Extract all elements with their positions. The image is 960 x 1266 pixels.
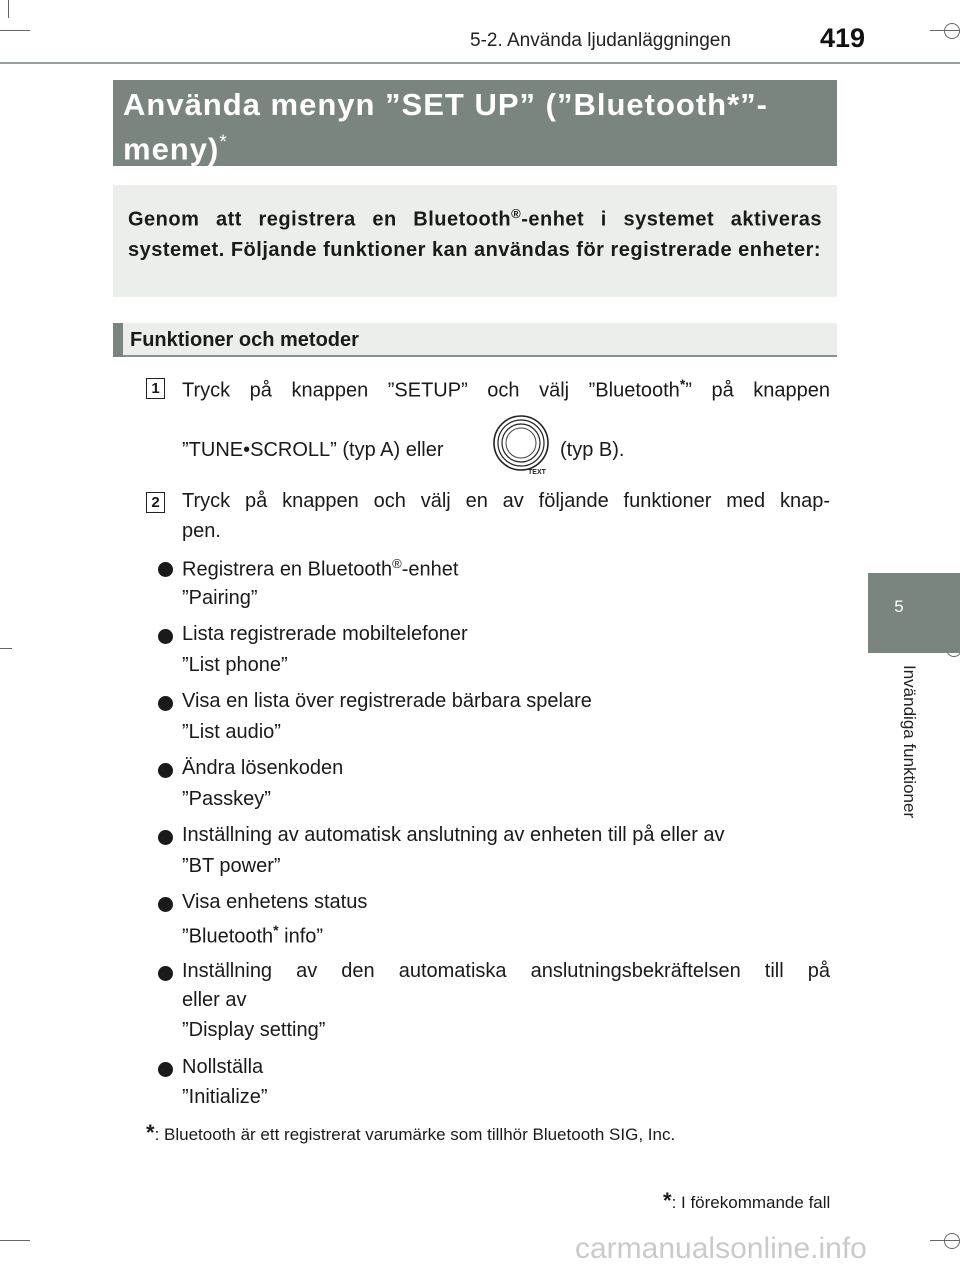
- asterisk-icon: *: [679, 376, 686, 392]
- page-heading: [113, 80, 837, 166]
- list-item: Visa enhetens status: [182, 891, 368, 913]
- menu-name: [182, 922, 323, 949]
- bullet-icon: [158, 966, 173, 981]
- list-item: Lista registrerade mobiltelefoner: [182, 623, 468, 645]
- section-title: 5-2. Använda ljudanläggningen: [470, 30, 731, 51]
- step-number: 1: [146, 378, 165, 399]
- footnote-text: : I förekommande fall: [671, 1193, 831, 1212]
- list-item: [182, 556, 458, 582]
- footnote-optional: [663, 1188, 830, 1214]
- crop-mark: [0, 648, 12, 649]
- bullet-icon: [158, 696, 173, 711]
- section-heading-bar: [113, 323, 123, 357]
- list-item: Inställning av den automatiska anslutningsbekräftelsen till på: [182, 960, 830, 982]
- asterisk-icon: *: [146, 1120, 155, 1145]
- heading-line-2: [123, 124, 827, 168]
- header-rule: [0, 62, 960, 64]
- menu-name-part: info”: [278, 925, 324, 948]
- bullet-icon: [158, 897, 173, 912]
- asterisk-icon: *: [219, 132, 228, 153]
- bullet-icon: [158, 562, 173, 577]
- bullet-icon: [158, 629, 173, 644]
- list-item-cont: eller av: [182, 989, 247, 1011]
- registered-mark: ®: [511, 206, 522, 221]
- bullet-icon: [158, 763, 173, 778]
- menu-name: ”Passkey”: [182, 788, 271, 810]
- step-text-part: ” på knappen: [685, 379, 830, 402]
- menu-name-part: ”Bluetooth: [182, 925, 274, 948]
- footnote-text: : Bluetooth är ett registrerat varumärke som tillhör Bluetooth SIG, Inc.: [154, 1125, 676, 1144]
- crop-mark: [0, 1240, 30, 1241]
- chapter-number: 5: [894, 597, 904, 616]
- knob-svg: [492, 413, 554, 475]
- step-number: 2: [146, 492, 165, 513]
- list-item-label: Registrera en Bluetooth: [182, 558, 393, 581]
- knob-label: TEXT: [528, 469, 546, 475]
- crop-mark: [8, 0, 9, 18]
- asterisk-icon: *: [273, 922, 279, 938]
- section-heading: Funktioner och metoder: [130, 329, 359, 351]
- list-item: Visa en lista över registrerade bärbara spelare: [182, 690, 592, 712]
- list-item: Nollställa: [182, 1056, 264, 1078]
- heading-text: meny): [123, 131, 220, 167]
- menu-name: ”BT power”: [182, 855, 281, 877]
- menu-name: ”List phone”: [182, 654, 288, 676]
- page-number: 419: [820, 23, 866, 53]
- step-text: pen.: [182, 520, 221, 542]
- crop-mark: [0, 30, 30, 31]
- list-item: Inställning av automatisk anslutning av enheten till på eller av: [182, 824, 725, 846]
- intro-text: Genom att registrera en Bluetooth: [128, 208, 512, 231]
- step-text: Tryck på knappen och välj en av följande funktioner med knap-: [182, 490, 830, 512]
- crop-mark: [944, 23, 960, 39]
- list-item: Ändra lösenkoden: [182, 757, 344, 779]
- menu-name: ”Display setting”: [182, 1019, 326, 1041]
- registered-mark: ®: [392, 556, 402, 571]
- chapter-label: Invändiga funktioner: [900, 665, 919, 819]
- asterisk-icon: *: [663, 1188, 672, 1213]
- menu-name: ”Initialize”: [182, 1086, 268, 1108]
- step-text-part: Tryck på knappen ”SETUP” och välj ”Bluetooth: [182, 379, 680, 402]
- step-text: [182, 376, 830, 403]
- bullet-icon: [158, 1062, 173, 1077]
- menu-name: ”Pairing”: [182, 587, 258, 609]
- footnote-trademark: [146, 1120, 675, 1146]
- heading-line-1: Använda menyn ”SET UP” (”Bluetooth*”-: [123, 87, 768, 122]
- crop-mark: [944, 1233, 960, 1249]
- bullet-icon: [158, 830, 173, 845]
- watermark: carmanualsonline.info: [575, 1232, 867, 1265]
- tune-knob-icon: [492, 413, 554, 475]
- intro-box: [113, 185, 837, 297]
- step-text: (typ B).: [560, 439, 625, 461]
- menu-name: ”List audio”: [182, 721, 281, 743]
- step-text: ”TUNE•SCROLL” (typ A) eller: [182, 439, 444, 461]
- list-item-label: -enhet: [401, 558, 459, 581]
- intro-text-cont: -enhet i systemet aktiveras systemet. Följande funktioner kan användas för registrerade enheter:: [128, 208, 822, 261]
